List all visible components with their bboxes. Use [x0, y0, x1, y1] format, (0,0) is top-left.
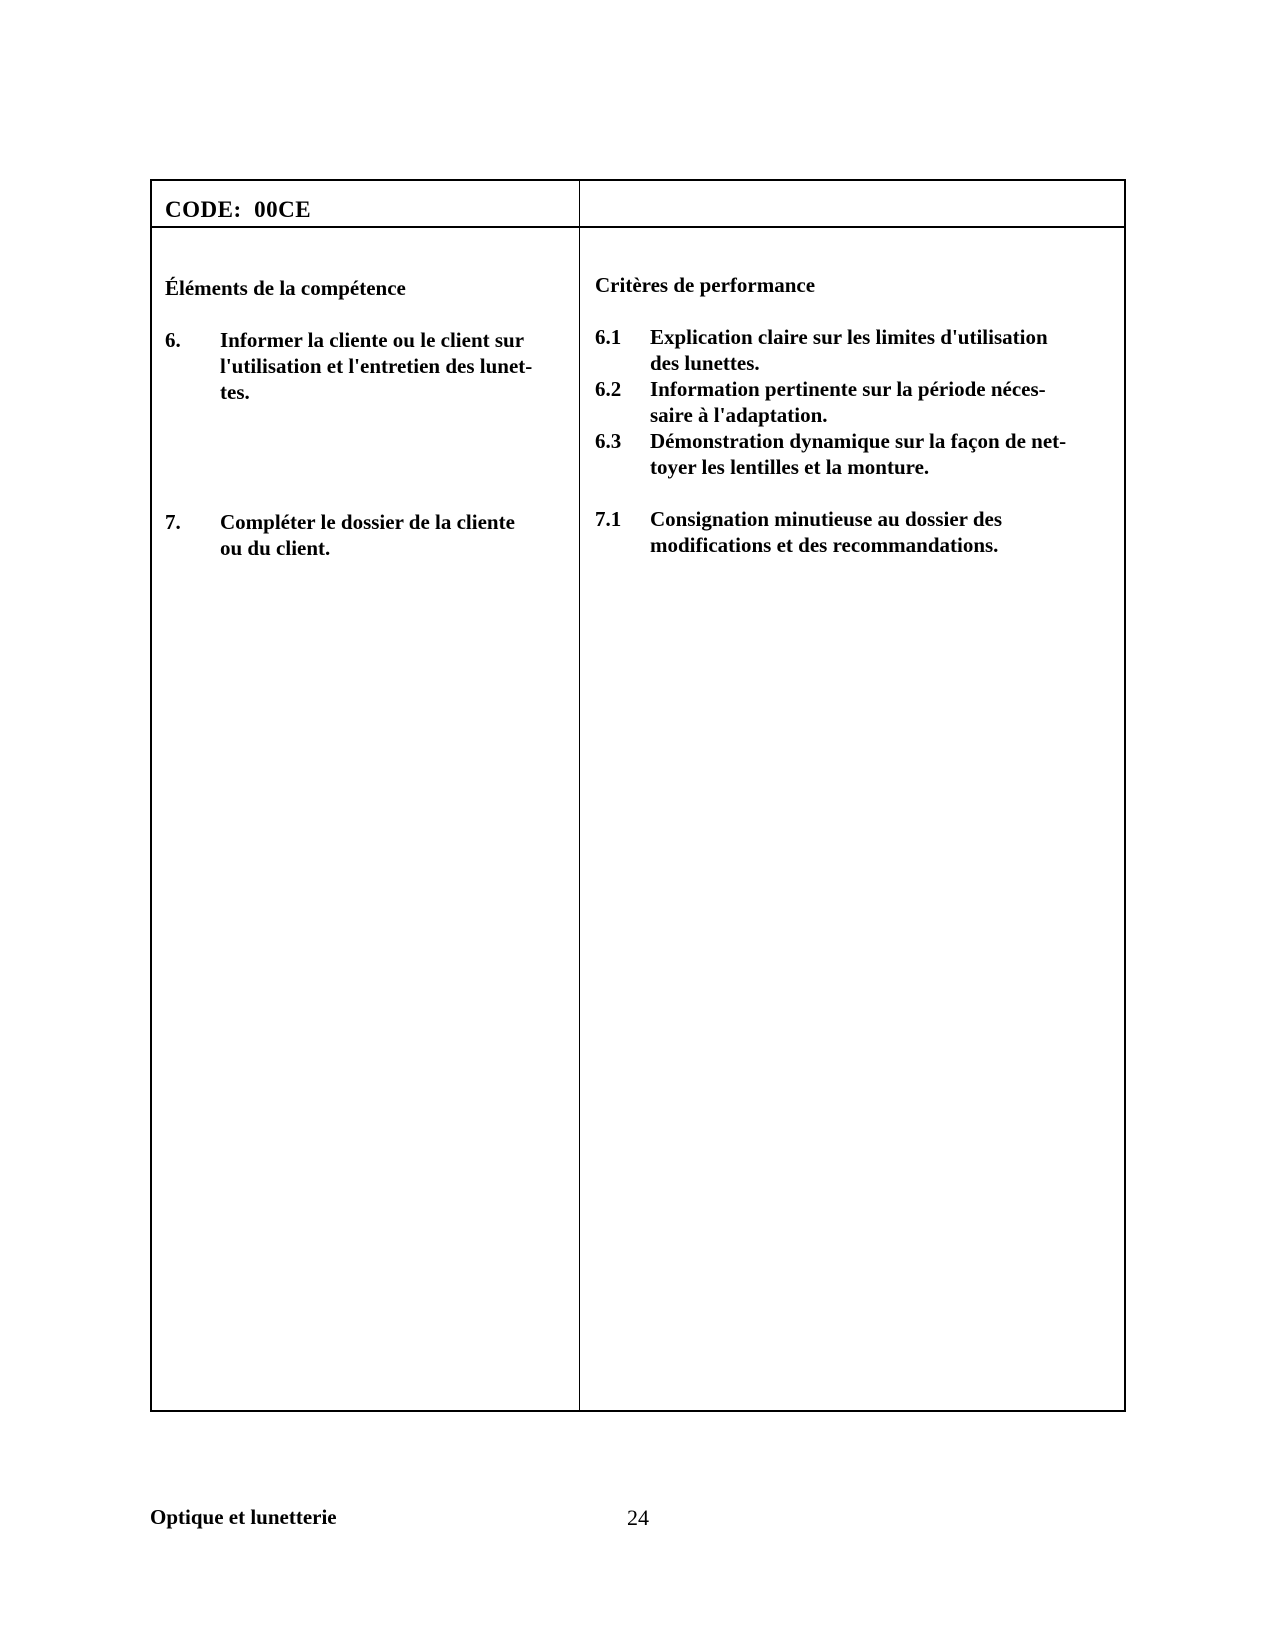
element-text: Informer la cliente ou le client sur l'utilisation et l'entretien des lunet- tes.: [220, 328, 533, 404]
column-divider: [579, 181, 580, 1410]
criterion-number: 6.1: [595, 325, 622, 349]
criterion-text: Consignation minutieuse au dossier des modifications et des recommandations.: [650, 507, 1003, 557]
element-number: 7.: [165, 510, 181, 534]
criterion-number: 6.3: [595, 429, 622, 453]
criterion-text: Explication claire sur les limites d'utilisation des lunettes.: [650, 325, 1048, 375]
criterion-text: Démonstration dynamique sur la façon de net- toyer les lentilles et la monture.: [650, 429, 1067, 479]
element-number: 6.: [165, 328, 181, 352]
criteria-heading: Critères de performance: [595, 273, 816, 297]
criterion-number: 7.1: [595, 507, 622, 531]
criterion-number: 6.2: [595, 377, 622, 401]
criterion-text: Information pertinente sur la période néces- saire à l'adaptation.: [650, 377, 1046, 427]
code-label: CODE: 00CE: [165, 197, 312, 222]
competency-table: [150, 179, 1126, 1412]
header-divider: [152, 226, 1124, 228]
elements-heading: Éléments de la compétence: [165, 276, 406, 300]
element-text: Compléter le dossier de la cliente ou du client.: [220, 510, 515, 560]
footer-program-name: Optique et lunetterie: [150, 1505, 337, 1529]
page-number: 24: [627, 1505, 649, 1530]
